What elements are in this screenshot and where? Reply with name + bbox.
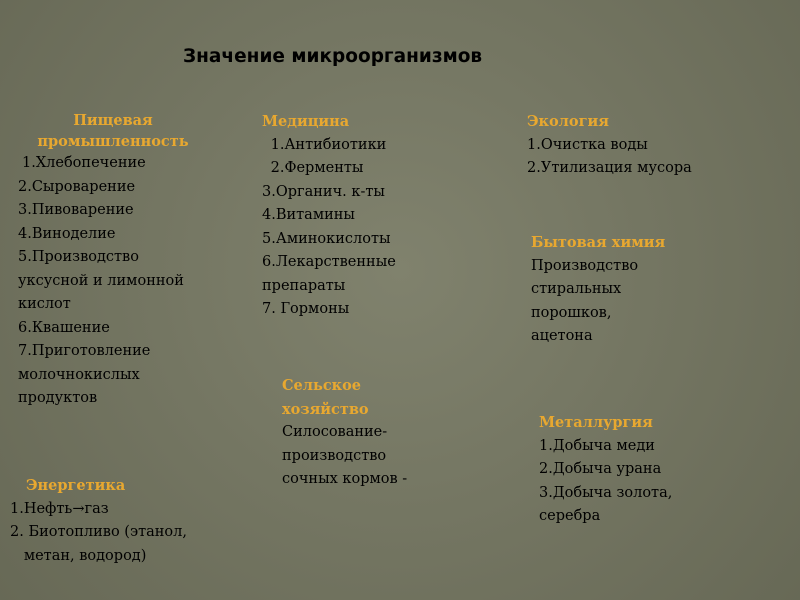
medicine-item: препараты	[262, 277, 346, 294]
medicine-item: 4.Витамины	[262, 207, 355, 223]
ecology-heading: Экология	[527, 113, 609, 130]
household-item: порошков,	[531, 304, 612, 321]
agriculture-item: производство	[282, 447, 387, 464]
medicine-item: 5.Аминокислоты	[262, 230, 391, 247]
ecology-item: 1.Очистка воды	[527, 136, 648, 153]
food-item: 3.Пивоварение	[18, 202, 134, 218]
energy-heading: Энергетика	[26, 477, 126, 494]
household-chemistry-block	[531, 231, 731, 349]
agriculture-item: Силосование-	[282, 424, 388, 440]
ecology-block	[527, 110, 777, 181]
medicine-item: 7. Гормоны	[262, 301, 350, 317]
food-item: 2.Сыроварение	[18, 178, 136, 195]
energy-item: 1.Нефть→газ	[10, 500, 109, 517]
agriculture-heading-line1: Сельское	[282, 377, 362, 394]
metallurgy-item: 2.Добыча урана	[539, 461, 662, 477]
food-item: 7.Приготовление	[18, 343, 151, 359]
agriculture-heading-line2: хозяйство	[282, 400, 369, 418]
metallurgy-block	[539, 411, 759, 529]
food-industry-heading-line2: промышленность	[37, 133, 189, 150]
medicine-heading: Медицина	[262, 113, 350, 130]
ecology-item: 2.Утилизация мусора	[527, 160, 692, 176]
medicine-item: 2.Ферменты	[266, 160, 364, 176]
medicine-block	[262, 110, 462, 322]
energy-item: метан, водород)	[10, 547, 147, 564]
food-item: 4.Виноделие	[18, 225, 116, 242]
energy-item: 2. Биотопливо (этанол,	[10, 524, 187, 540]
food-item: кислот	[18, 296, 71, 312]
metallurgy-heading: Металлургия	[539, 414, 653, 431]
food-item: молочнокислых	[18, 366, 140, 383]
agriculture-item: сочных кормов -	[282, 471, 408, 487]
food-item: уксусной и лимонной	[18, 272, 184, 289]
metallurgy-item: 1.Добыча меди	[539, 437, 655, 454]
household-item: стиральных	[531, 281, 622, 297]
food-industry-heading-line1: Пищевая	[73, 112, 153, 129]
household-chemistry-heading: Бытовая химия	[531, 234, 666, 251]
medicine-item: 6.Лекарственные	[262, 254, 396, 270]
energy-block	[10, 474, 250, 568]
food-item: продуктов	[18, 390, 98, 406]
food-item: 6.Квашение	[18, 319, 110, 336]
household-item: ацетона	[531, 328, 593, 344]
household-item: Производство	[531, 257, 639, 274]
medicine-item: 1.Антибиотики	[266, 136, 387, 153]
food-industry-block	[18, 110, 248, 411]
food-item: 1.Хлебопечение	[22, 155, 146, 171]
food-item: 5.Производство	[18, 249, 139, 265]
metallurgy-item: 3.Добыча золота,	[539, 484, 673, 501]
medicine-item: 3.Органич. к-ты	[262, 183, 385, 200]
slide-title: Значение микроорганизмов	[183, 46, 483, 67]
agriculture-block	[282, 374, 482, 492]
metallurgy-item: серебра	[539, 508, 601, 524]
